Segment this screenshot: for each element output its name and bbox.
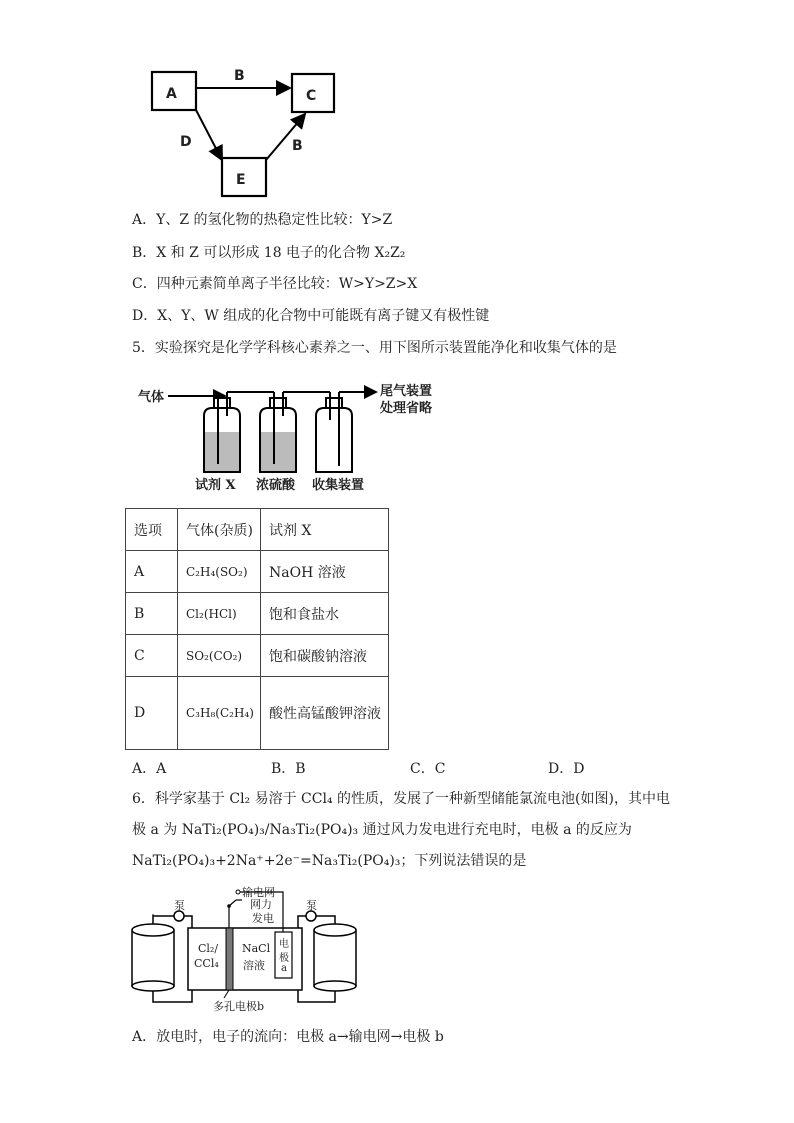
edge-top-label: B: [234, 68, 245, 84]
grid-label: 输电网: [242, 886, 275, 899]
header-gas: 气体(杂质): [178, 509, 261, 551]
node-a-label: A: [166, 86, 177, 102]
right-storage-tank: [314, 924, 356, 991]
q6-stem-line2: 极 a 为 NaTi₂(PO₄)₃/Na₃Ti₂(PO₄)₃ 通过风力发电进行充电时，电极 a 的反应为: [132, 822, 632, 838]
electrode-a-label-1: 电: [279, 939, 289, 950]
q4-option-a: A．Y、Z 的氢化物的热稳定性比较：Y>Z: [132, 212, 393, 228]
q5-choice-c: C．C: [410, 761, 446, 777]
edge-right-label: B: [292, 138, 303, 154]
table-row: [126, 593, 389, 635]
q5-options-table: [125, 508, 389, 750]
q4-option-c: C．四种元素简单离子半径比较：W>Y>Z>X: [132, 276, 418, 292]
left-storage-tank: [132, 924, 174, 991]
electrode-a-label-3: a: [281, 963, 287, 974]
q5-stem: 5．实验探究是化学学科核心素养之一、用下图所示装置能净化和收集气体的是: [132, 340, 617, 356]
ccl4-label: CCl₄: [194, 957, 219, 970]
cl2-label: Cl₂/: [198, 942, 219, 955]
bottle3-label: 收集装置: [312, 478, 365, 493]
cell-reagent: 饱和食盐水: [261, 593, 389, 635]
porous-electrode-b: [226, 928, 233, 990]
q5-choice-d: D．D: [548, 761, 585, 777]
porous-electrode-label: 多孔电极b: [213, 1000, 265, 1013]
table-row: [126, 635, 389, 677]
header-option: 选项: [126, 509, 178, 551]
table-row: [126, 677, 389, 750]
bottle1-label: 试剂 X: [195, 478, 236, 493]
node-e-label: E: [236, 172, 246, 188]
q6-stem-line1: 6．科学家基于 Cl₂ 易溶于 CCl₄ 的性质，发展了一种新型储能氯流电池(如图)，其中电: [132, 791, 670, 807]
pump-right-label: 泵: [306, 899, 317, 912]
q6-stem-line3: NaTi₂(PO₄)₃+2Na⁺+2e⁻=Na₃Ti₂(PO₄)₃；下列说法错误的是: [132, 853, 527, 869]
nacl-label-2: 溶液: [243, 959, 265, 972]
table-header-row: [126, 509, 389, 551]
electrode-a-label-2: 极: [279, 953, 289, 964]
wind-label-2: 发电: [252, 912, 274, 925]
cell-gas: C₃H₈(C₂H₄): [178, 677, 261, 750]
q4-option-b: B．X 和 Z 可以形成 18 电子的化合物 X₂Z₂: [132, 245, 406, 261]
bottle-conc-sulfuric-acid: [260, 392, 296, 472]
bottle2-label: 浓硫酸: [256, 478, 296, 493]
q5-choice-a: A．A: [132, 761, 167, 777]
cell-option: A: [126, 551, 178, 593]
q6-option-a: A．放电时，电子的流向：电极 a→输电网→电极 b: [132, 1029, 444, 1045]
cell-option: D: [126, 677, 178, 750]
q4-option-d: D．X、Y、W 组成的化合物中可能既有离子键又有极性键: [132, 308, 490, 324]
wind-label-1: 网力: [250, 898, 272, 911]
bottle-reagent-x: [204, 392, 240, 472]
cell-gas: SO₂(CO₂): [178, 635, 261, 677]
pump-left-label: 泵: [174, 899, 185, 912]
cell-reagent: NaOH 溶液: [261, 551, 389, 593]
cell-reagent: 酸性高锰酸钾溶液: [261, 677, 389, 750]
header-reagent: 试剂 X: [261, 509, 389, 551]
apparatus-outlet-label-2: 处理省略: [380, 401, 433, 416]
cell-option: B: [126, 593, 178, 635]
cell-gas: Cl₂(HCl): [178, 593, 261, 635]
cell-reagent: 饱和碳酸钠溶液: [261, 635, 389, 677]
node-c-label: C: [306, 88, 317, 104]
q5-choice-b: B．B: [271, 761, 306, 777]
bottle-collection: [316, 392, 352, 472]
cell-gas: C₂H₄(SO₂): [178, 551, 261, 593]
apparatus-inlet-label: 气体: [138, 390, 165, 405]
table-row: [126, 551, 389, 593]
apparatus-outlet-label-1: 尾气装置: [380, 384, 433, 399]
edge-left-label: D: [180, 134, 192, 150]
cell-option: C: [126, 635, 178, 677]
nacl-label-1: NaCl: [242, 942, 271, 955]
arrow-a-to-e: [196, 110, 222, 160]
